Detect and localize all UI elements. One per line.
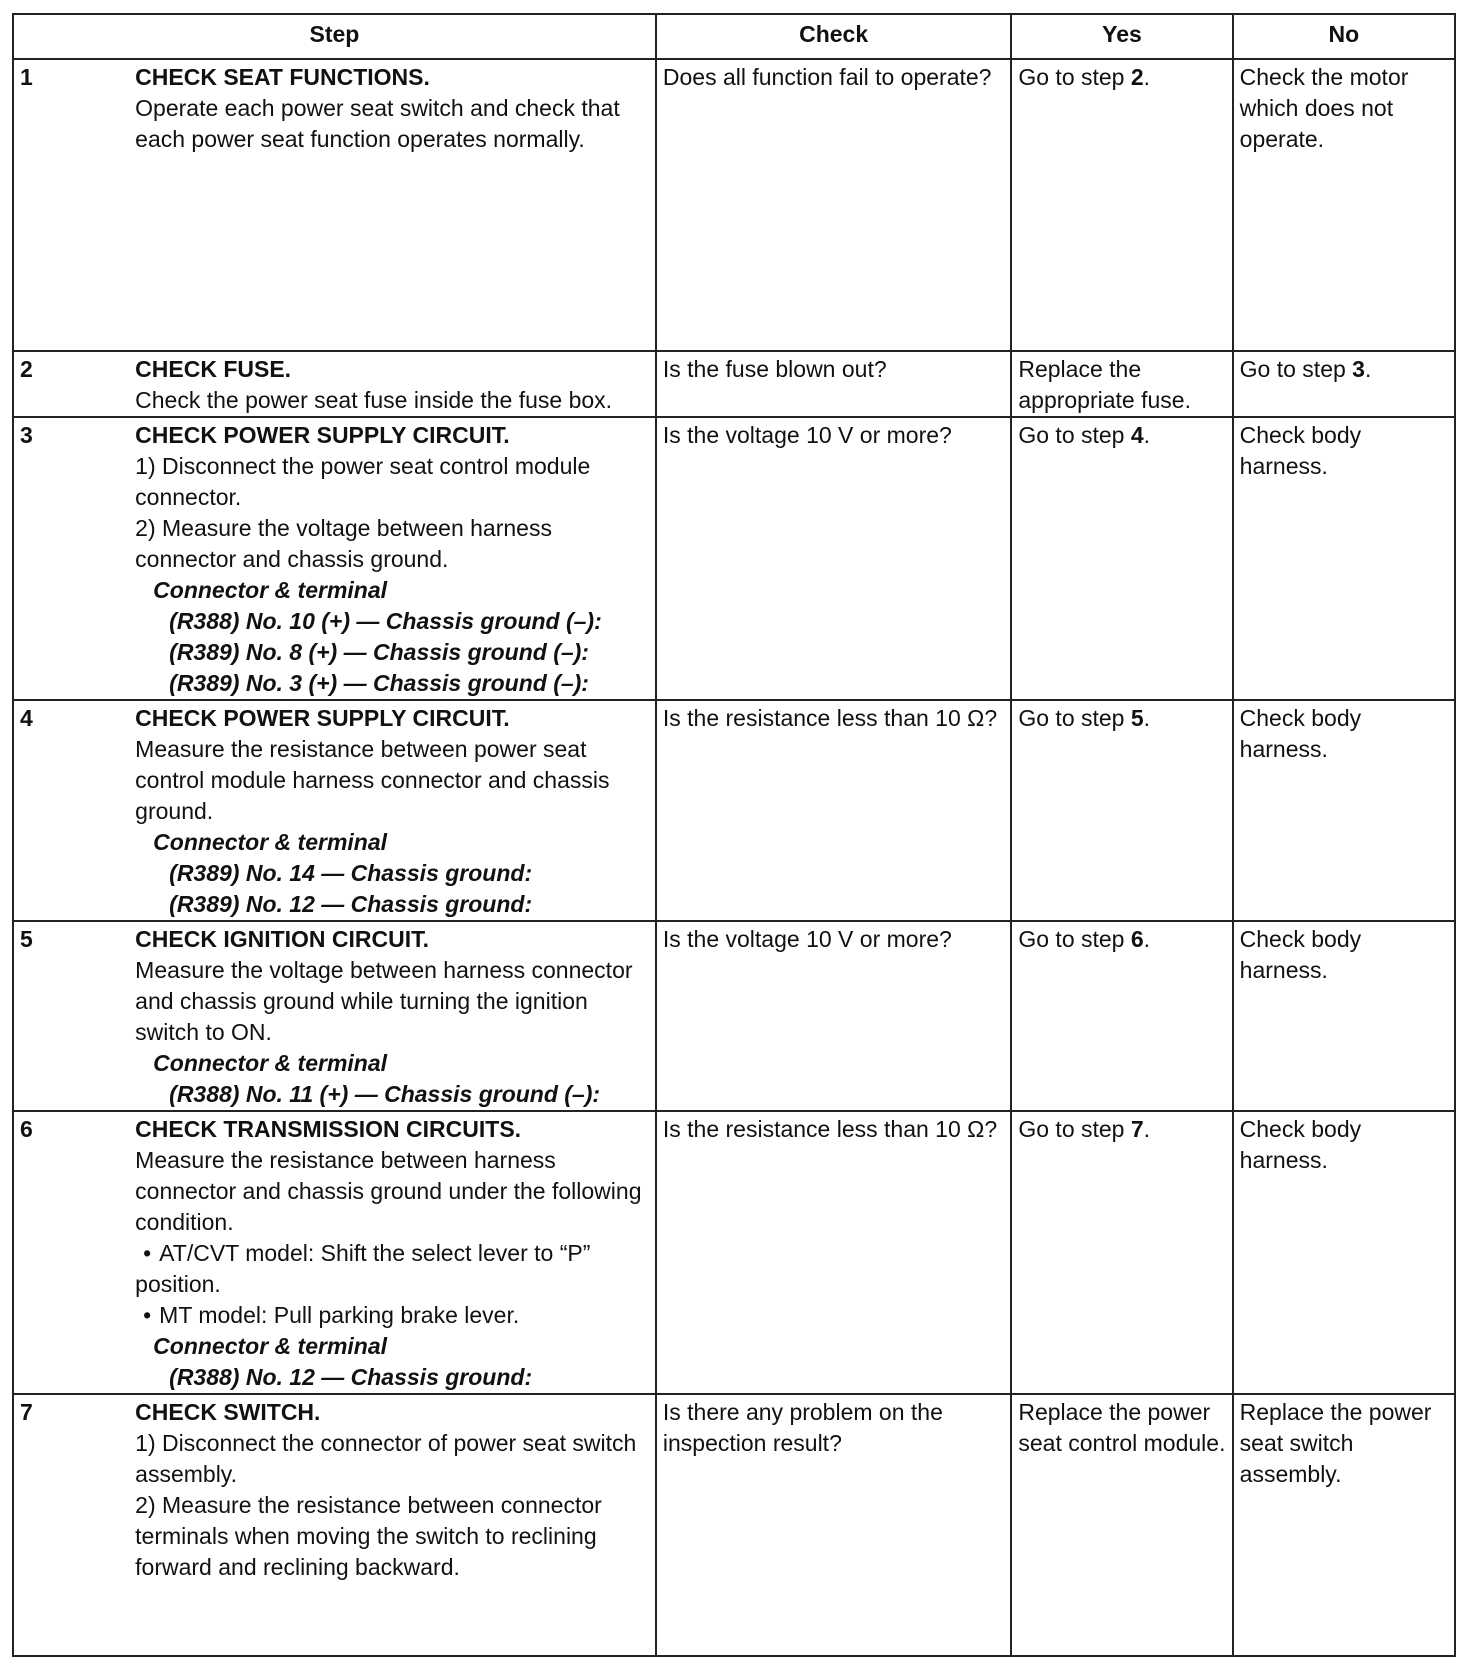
step-number: 2	[13, 351, 129, 417]
step-text: 1) Disconnect the connector of power seat switch assembly.	[135, 1430, 637, 1487]
step-description	[129, 1111, 656, 1394]
no-action: Check body harness.	[1233, 700, 1455, 921]
check-question: Is the voltage 10 V or more?	[656, 417, 1011, 700]
step-bullet: • MT model: Pull parking brake lever.	[135, 1300, 649, 1331]
yes-step-number: 2	[1130, 64, 1144, 90]
table-row	[13, 921, 1455, 1111]
table-row	[13, 351, 1455, 417]
step-text: 2) Measure the resistance between connector terminals when moving the switch to reclining forward and reclining backward.	[135, 1492, 602, 1580]
header-yes: Yes	[1011, 14, 1232, 59]
step-number: 6	[13, 1111, 129, 1394]
connector-label: Connector & terminal	[153, 1050, 388, 1076]
step-number: 4	[13, 700, 129, 921]
step-text: Measure the voltage between harness connector and chassis ground while turning the ignition switch to ON.	[135, 957, 633, 1045]
step-description	[129, 351, 656, 417]
header-row	[13, 14, 1455, 59]
diagnostic-table	[12, 13, 1456, 1657]
yes-action: Replace the power seat control module.	[1011, 1394, 1232, 1656]
step-description	[129, 1394, 656, 1656]
yes-action: Go to step 2.	[1011, 59, 1232, 351]
table-row	[13, 1394, 1455, 1656]
connector-terminal: (R388) No. 10 (+) — Chassis ground (–):	[169, 608, 602, 634]
step-number: 7	[13, 1394, 129, 1656]
step-text: Check the power seat fuse inside the fuse box.	[135, 387, 613, 413]
yes-step-number: 4	[1130, 422, 1144, 448]
step-description	[129, 700, 656, 921]
check-question: Is there any problem on the inspection result?	[656, 1394, 1011, 1656]
no-action: Check the motor which does not operate.	[1233, 59, 1455, 351]
yes-step-number: 7	[1130, 1116, 1144, 1142]
table-row	[13, 417, 1455, 700]
no-step-number: 3	[1352, 356, 1365, 382]
step-text: Measure the resistance between power seat control module harness connector and chassis ground.	[135, 736, 610, 824]
table-row	[13, 700, 1455, 921]
yes-action: Go to step 4.	[1011, 417, 1232, 700]
no-action: Replace the power seat switch assembly.	[1233, 1394, 1455, 1656]
check-question: Is the fuse blown out?	[656, 351, 1011, 417]
no-action: Check body harness.	[1233, 921, 1455, 1111]
step-description	[129, 59, 656, 351]
step-title: CHECK TRANSMISSION CIRCUITS.	[135, 1116, 522, 1142]
header-no: No	[1233, 14, 1455, 59]
no-action: Check body harness.	[1233, 1111, 1455, 1394]
step-number: 3	[13, 417, 129, 700]
yes-step-number: 6	[1130, 926, 1144, 952]
connector-label: Connector & terminal	[153, 577, 388, 603]
step-number: 1	[13, 59, 129, 351]
connector-label: Connector & terminal	[153, 1333, 388, 1359]
yes-action: Go to step 5.	[1011, 700, 1232, 921]
yes-action: Replace the appropriate fuse.	[1011, 351, 1232, 417]
step-title: CHECK SWITCH.	[135, 1399, 321, 1425]
check-question: Is the resistance less than 10 Ω?	[656, 700, 1011, 921]
yes-action: Go to step 6.	[1011, 921, 1232, 1111]
step-title: CHECK IGNITION CIRCUIT.	[135, 926, 430, 952]
check-question: Does all function fail to operate?	[656, 59, 1011, 351]
table-row	[13, 1111, 1455, 1394]
yes-step-number: 5	[1130, 705, 1144, 731]
step-bullet: • AT/CVT model: Shift the select lever to “P” position.	[135, 1238, 649, 1300]
step-title: CHECK FUSE.	[135, 356, 292, 382]
connector-terminal: (R388) No. 11 (+) — Chassis ground (–):	[169, 1081, 601, 1107]
step-description	[129, 921, 656, 1111]
connector-terminal: (R388) No. 12 — Chassis ground:	[169, 1364, 533, 1390]
table-row	[13, 59, 1455, 351]
step-text: Measure the resistance between harness connector and chassis ground under the following condition.	[135, 1147, 642, 1235]
step-text: 2) Measure the voltage between harness connector and chassis ground.	[135, 515, 552, 572]
step-title: CHECK POWER SUPPLY CIRCUIT.	[135, 422, 510, 448]
connector-terminal: (R389) No. 12 — Chassis ground:	[169, 891, 533, 917]
table-body	[13, 59, 1455, 1656]
header-check: Check	[656, 14, 1011, 59]
header-step: Step	[13, 14, 656, 59]
step-description	[129, 417, 656, 700]
connector-terminal: (R389) No. 14 — Chassis ground:	[169, 860, 533, 886]
check-question: Is the voltage 10 V or more?	[656, 921, 1011, 1111]
no-action: Go to step 3.	[1233, 351, 1455, 417]
connector-label: Connector & terminal	[153, 829, 388, 855]
step-title: CHECK POWER SUPPLY CIRCUIT.	[135, 705, 510, 731]
step-text: 1) Disconnect the power seat control module connector.	[135, 453, 591, 510]
step-title: CHECK SEAT FUNCTIONS.	[135, 64, 430, 90]
step-number: 5	[13, 921, 129, 1111]
step-text: Operate each power seat switch and check that each power seat function operates normally.	[135, 95, 620, 152]
yes-action: Go to step 7.	[1011, 1111, 1232, 1394]
check-question: Is the resistance less than 10 Ω?	[656, 1111, 1011, 1394]
connector-terminal: (R389) No. 3 (+) — Chassis ground (–):	[169, 670, 589, 696]
connector-terminal: (R389) No. 8 (+) — Chassis ground (–):	[169, 639, 589, 665]
no-action: Check body harness.	[1233, 417, 1455, 700]
